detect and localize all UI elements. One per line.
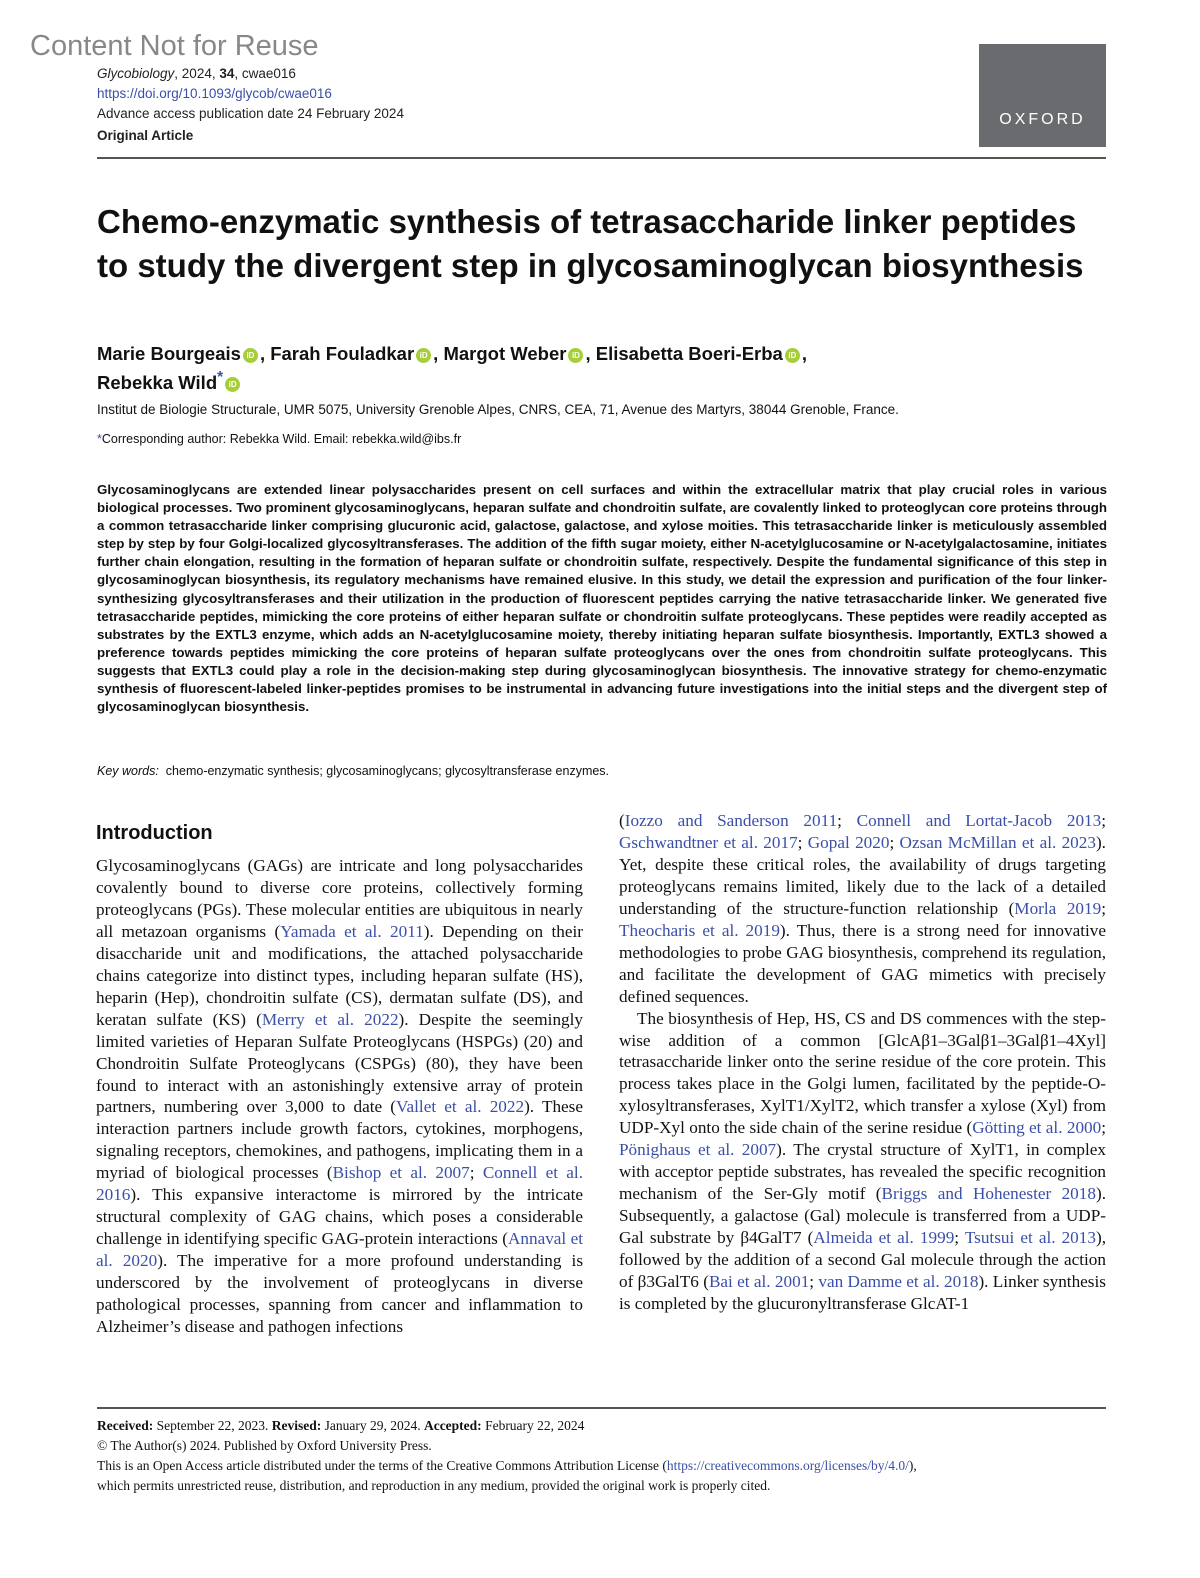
right-column — [619, 810, 1106, 1315]
license-line — [97, 1456, 1107, 1476]
body-text: ). The crystal structure of XylT1, in complex with acceptor peptide substrates, has revealed the specific recognition mechanism of the Ser-Gly motif ( — [619, 1140, 1106, 1204]
publication-date: Advance access publication date 24 February 2024 — [97, 106, 404, 121]
author-name: Elisabetta Boeri-Erba — [595, 343, 783, 364]
received-date: September 22, 2023. — [153, 1418, 272, 1433]
citation-link[interactable]: Connell and Lortat-Jacob 2013 — [856, 811, 1102, 830]
footer-divider — [97, 1407, 1106, 1409]
body-text: ). Depending on their disaccharide unit and modifications, the attached polysaccharide chains categorize into distinct types, including heparan sulfate (HS), heparin (Hep), chondroitin sulfate (CS), dermatan sulfate (DS), and keratan sulfate (KS) ( — [96, 921, 583, 1029]
body-paragraph — [96, 855, 583, 1338]
copyright: © The Author(s) 2024. Published by Oxford University Press. — [97, 1438, 432, 1453]
body-text: ; — [954, 1228, 965, 1248]
orcid-icon[interactable]: iD — [243, 348, 258, 363]
author-name: Rebekka Wild — [97, 372, 218, 394]
citation-link[interactable]: Theocharis et al. 2019 — [619, 920, 780, 940]
abstract: Glycosaminoglycans are extended linear polysaccharides present on cell surfaces and within the extracellular matrix that play crucial roles in various biological processes. Two prominent glycosaminoglycans, heparan sulfate and chondroitin sulfate, are covalently linked to proteoglycan core proteins through a common tetrasaccharide linker comprising glucuronic acid, galactose, galactose, and xylose moities. This tetrasaccharide linker is meticulously assembled step by step by four Golgi-localized glycosyltransferases. The addition of the fifth sugar moiety, either N-acetylglucosamine or N-acetylgalactosamine, initiates further chain elongation, resulting in the formation of heparan sulfate or chondroitin sulfate, respectively. Despite the fundamental significance of this step in glycosaminoglycan biosynthesis, its regulatory mechanisms have remained elusive. In this study, we detail the expression and purification of the four linker-synthesizing glycosyltransferases and their utilization in the production of fluorescent peptides carrying the native tetrasaccharide linker. We generated five tetrasaccharide peptides, mimicking the core proteins of either heparan sulfate or chondroitin sulfate proteoglycans. These peptides were readily accepted as substrates by the EXTL3 enzyme, which adds an N-acetylglucosamine moiety, thereby initiating heparan sulfate biosynthesis. Importantly, EXTL3 showed a preference towards peptides mimicking the core proteins of heparan sulfate proteoglycans over the ones from chondroitin sulfate proteoglycans. This suggests that EXTL3 could play a role in the decision-making step during glycosaminoglycan biosynthesis. The innovative strategy for chemo-enzymatic synthesis of fluorescent-labeled linker-peptides promises to be instrumental in advancing future investigations into the initial steps and the divergent step of glycosaminoglycan biosynthesis. — [97, 482, 1107, 715]
dates-line — [97, 1416, 1107, 1436]
corresponding-text: Corresponding author: Rebekka Wild. Email: rebekka.wild@ibs.fr — [101, 432, 462, 446]
keywords — [97, 764, 609, 778]
citation-link[interactable]: Bishop et al. 2007 — [332, 1163, 470, 1183]
body-text: ). These interaction partners include growth factors, cytokines, morphogens, signaling receptors, chemokines, and pathogens, implicating them in a myriad of biological processes ( — [96, 1097, 583, 1183]
citation-link[interactable]: van Damme et al. 2018 — [818, 1272, 979, 1292]
author-name: Margot Weber — [443, 343, 567, 364]
citation-link[interactable]: Annaval et al. 2020 — [96, 1229, 583, 1271]
body-text: ). Subsequently, a galactose (Gal) molecule is transferred from a UDP-Gal substrate by β4GalT7 ( — [619, 1184, 1106, 1248]
body-paragraph — [619, 810, 1106, 1008]
body-text: ; — [809, 1272, 819, 1292]
citation-link[interactable]: Tsutsui et al. 2013 — [964, 1228, 1096, 1248]
revised-label: Revised: — [271, 1418, 322, 1433]
paper-title: Chemo-enzymatic synthesis of tetrasaccharide linker peptides to study the divergent step in glycosaminoglycan biosynthesis — [97, 203, 1084, 284]
body-text: ), followed by the addition of a second Gal molecule through the action of β3GalT6 ( — [619, 1228, 1106, 1292]
body-text: ). Despite the seemingly limited varieties of Heparan Sulfate Proteoglycans (HSPGs) (20) and Chondroitin Sulfate Proteoglycans (CSPGs) (80), they have been found to interact with an astonishingly extensive array of protein partners, numbering over 3,000 to date ( — [96, 1009, 584, 1117]
body-text: ; — [1101, 811, 1107, 830]
citation-link[interactable]: Ozsan McMillan et al. 2023 — [899, 832, 1096, 852]
citation-link[interactable]: Gschwandtner et al. 2017 — [619, 832, 798, 852]
citation-link[interactable]: Almeida et al. 1999 — [813, 1228, 955, 1248]
body-text: ). Linker synthesis is completed by the glucuronyltransferase GlcAT-1 — [619, 1272, 1106, 1313]
corresponding-marker: * — [217, 369, 224, 386]
citation-link[interactable]: Briggs and Hohenester 2018 — [881, 1184, 1096, 1204]
body-text: ; — [1101, 898, 1106, 918]
header-divider — [97, 157, 1106, 159]
citation-link[interactable]: Vallet et al. 2022 — [396, 1097, 525, 1117]
license-link[interactable]: https://creativecommons.org/licenses/by/4.0/ — [666, 1458, 909, 1473]
journal-citation — [97, 66, 296, 81]
body-text: ; — [469, 1163, 483, 1183]
revised-date: January 29, 2024. — [321, 1418, 424, 1433]
citation-link[interactable]: Gopal 2020 — [807, 832, 890, 852]
citation-link[interactable]: Pönighaus et al. 2007 — [619, 1140, 777, 1160]
body-text: ; — [797, 832, 808, 852]
orcid-icon[interactable]: iD — [568, 348, 583, 363]
body-text: ; — [889, 832, 900, 852]
body-text: ). Thus, there is a strong need for innovative methodologies to probe GAG biosynthesis, comprehend its regulation, and facilitate the development of GAG mimetics with precisely defined sequences. — [619, 920, 1106, 1006]
body-text: Glycosaminoglycans (GAGs) are intricate and long polysaccharides covalently bound to diverse core proteins, collectively forming proteoglycans (PGs). These molecular entities are ubiquitous in nearly all metazoan organisms ( — [96, 856, 583, 941]
body-text: ; — [837, 811, 857, 830]
keywords-text: chemo-enzymatic synthesis; glycosaminoglycans; glycosyltransferase enzymes. — [165, 764, 610, 778]
body-paragraph — [619, 1008, 1106, 1315]
citation-link[interactable]: Connell et al. 2016 — [96, 1163, 583, 1205]
oxford-logo: OXFORD — [979, 44, 1106, 147]
left-column — [96, 855, 583, 1338]
corresponding-author: *Corresponding author: Rebekka Wild. Email: rebekka.wild@ibs.fr — [97, 432, 462, 446]
article-id: , cwae016 — [234, 66, 296, 81]
body-text: ; — [1101, 1118, 1107, 1138]
doi-link[interactable]: https://doi.org/10.1093/glycob/cwae016 — [97, 86, 332, 101]
license-text: This is an Open Access article distributed under the terms of the Creative Commons Attribution License ( — [97, 1458, 667, 1473]
orcid-icon[interactable]: iD — [225, 377, 240, 392]
body-text: ). This expansive interactome is mirrored by the intricate structural complexity of GAG chains, which poses a considerable challenge in identifying specific GAG-protein interactions ( — [96, 1185, 583, 1249]
orcid-icon[interactable]: iD — [416, 348, 431, 363]
body-text: ). The imperative for a more profound understanding is underscored by the involvement of proteoglycans in diverse pathological processes, spanning from cancer and inflammation to Alzheimer’s disease and pathogen infections — [96, 1251, 584, 1337]
body-text: The biosynthesis of Hep, HS, CS and DS commences with the step-wise addition of a common [GlcAβ1–3Galβ1–3Galβ1–4Xyl] tetrasaccharide linker onto the serine residue of the core protein. This process takes place in the Golgi lumen, facilitated by the peptide-O-xylosyltransferases, XylT1/XylT2, which transfer a xylose (Xyl) from UDP-Xyl onto the side chain of the serine residue ( — [619, 1008, 1106, 1138]
keywords-label: Key words: — [97, 764, 159, 778]
watermark: Content Not for Reuse — [30, 30, 319, 62]
citation-link[interactable]: Iozzo and Sanderson 2011 — [624, 811, 838, 830]
section-heading-introduction: Introduction — [96, 822, 213, 844]
citation-link[interactable]: Götting et al. 2000 — [972, 1118, 1102, 1138]
citation-link[interactable]: Merry et al. 2022 — [261, 1009, 399, 1029]
received-label: Received: — [97, 1418, 154, 1433]
orcid-icon[interactable]: iD — [785, 348, 800, 363]
journal-volume: 34 — [219, 66, 235, 81]
license-terms: which permits unrestricted reuse, distribution, and reproduction in any medium, provided the original work is properly cited. — [97, 1478, 771, 1493]
citation-link[interactable]: Bai et al. 2001 — [708, 1272, 810, 1292]
body-text: ). Yet, despite these critical roles, the availability of drugs targeting proteoglycans remains limited, likely due to the lack of a detailed understanding of the structure-function relationship ( — [619, 832, 1106, 918]
journal-year: , 2024, — [174, 66, 220, 81]
body-text: ( — [619, 811, 625, 830]
affiliation: Institut de Biologie Structurale, UMR 5075, University Grenoble Alpes, CNRS, CEA, 71, Avenue des Martyrs, 38044 Grenoble, France. — [97, 402, 899, 417]
article-type: Original Article — [97, 128, 194, 143]
accepted-date: February 22, 2024 — [481, 1418, 585, 1433]
citation-link[interactable]: Yamada et al. 2011 — [280, 921, 424, 941]
license-text-end: ), — [908, 1458, 917, 1473]
citation-link[interactable]: Morla 2019 — [1014, 898, 1102, 918]
author-name: Marie Bourgeais — [97, 343, 241, 364]
author-list: Marie Bourgeais iD , Farah Fouladkar iD , Margot Weber iD , Elisabetta Boeri-Erba iD , Rebekka Wild* iD — [97, 343, 807, 394]
author-name: Farah Fouladkar — [270, 343, 415, 364]
accepted-label: Accepted: — [423, 1418, 482, 1433]
journal-name: Glycobiology — [97, 66, 175, 81]
footer-notes — [97, 1416, 1107, 1496]
